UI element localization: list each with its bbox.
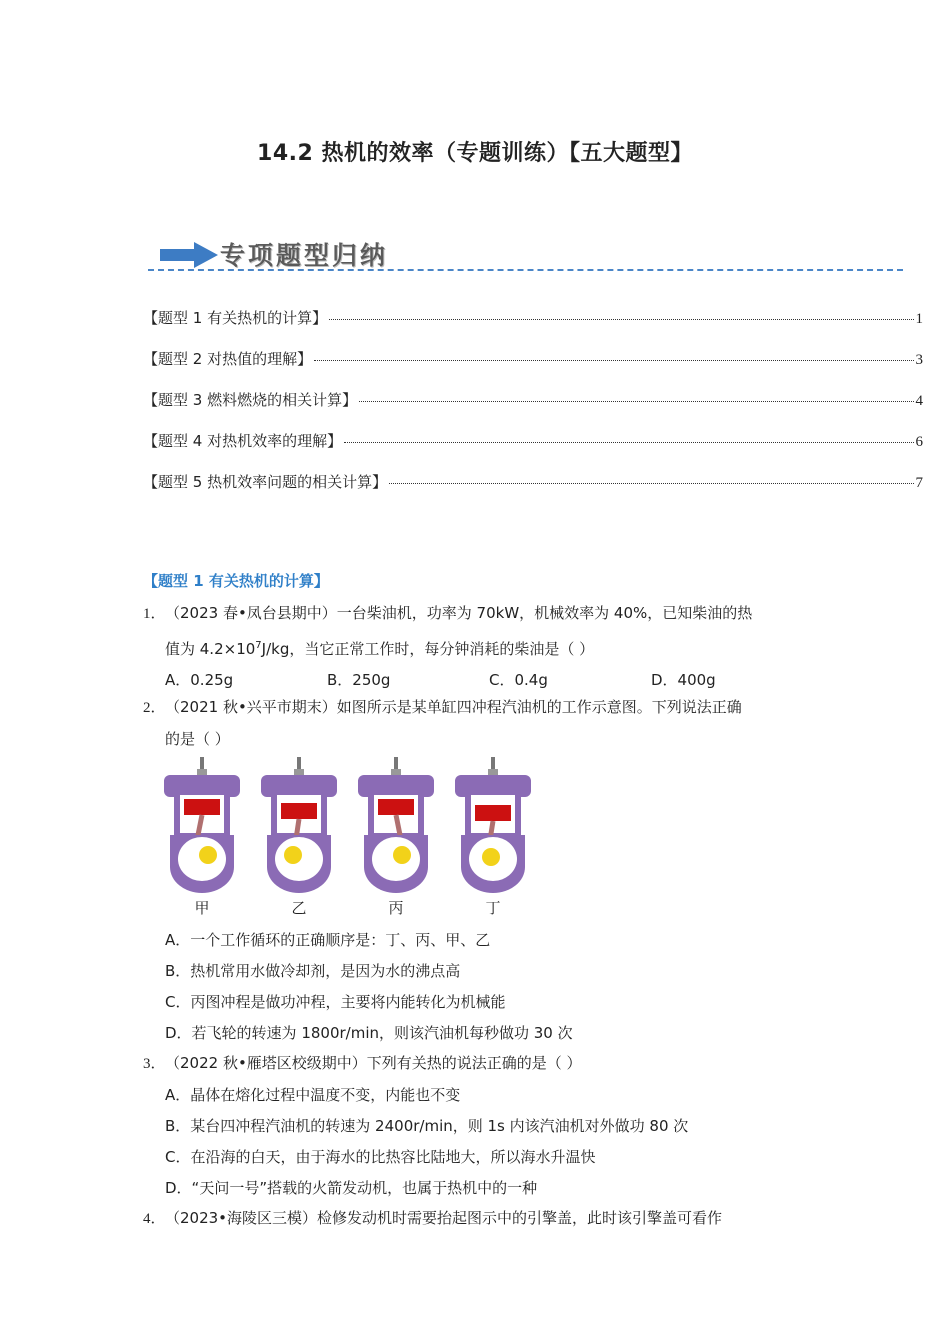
question-2 — [143, 692, 823, 755]
question-1 — [143, 598, 823, 696]
question-text: （2023 春•凤台县期中）一台柴油机，功率为 70kW，机械效率为 40%，已知柴油的热 — [165, 604, 753, 622]
toc-leader — [359, 401, 913, 402]
arrow-right-icon — [160, 242, 218, 268]
engine-diagram — [257, 755, 341, 895]
figure-label: 丙 — [388, 899, 404, 917]
question-3 — [143, 1048, 823, 1204]
superscript: 7 — [255, 640, 262, 651]
option-d[interactable]: D．400g — [651, 671, 716, 689]
toc-leader — [389, 483, 913, 484]
question-text: （2021 秋•兴平市期末）如图所示是某单缸四冲程汽油机的工作示意图。下列说法正确 — [165, 698, 742, 716]
question-number: 2． — [143, 700, 166, 716]
toc-item-label: 【题型 3 燃料燃烧的相关计算】 — [143, 391, 358, 409]
toc-item-page: 4 — [915, 393, 923, 409]
question-text: 的是（ ） — [165, 730, 230, 748]
section-banner — [148, 232, 903, 278]
toc-item-label: 【题型 2 对热值的理解】 — [143, 350, 313, 368]
banner-divider — [148, 269, 903, 271]
toc-leader — [344, 442, 913, 443]
option-b[interactable]: B．某台四冲程汽油机的转速为 2400r/min，则 1s 内该汽油机对外做功 80 次 — [165, 1117, 689, 1135]
section-heading: 【题型 1 有关热机的计算】 — [143, 572, 329, 590]
toc-item[interactable] — [143, 389, 923, 430]
option-d[interactable]: D．“天问一号”搭载的火箭发动机，也属于热机中的一种 — [165, 1179, 538, 1197]
option-c[interactable]: C．丙图冲程是做功冲程，主要将内能转化为机械能 — [165, 993, 506, 1011]
question-number: 4． — [143, 1211, 166, 1227]
option-a[interactable]: A．一个工作循环的正确顺序是：丁、丙、甲、乙 — [165, 931, 491, 949]
option-c[interactable]: C．0.4g — [489, 671, 548, 689]
option-c[interactable]: C．在沿海的白天，由于海水的比热容比陆地大，所以海水升温快 — [165, 1148, 596, 1166]
toc-leader — [329, 319, 913, 320]
figure-label: 甲 — [194, 899, 210, 917]
question-number: 1． — [143, 606, 166, 622]
toc-leader — [314, 360, 913, 361]
toc-item-page: 3 — [915, 352, 923, 368]
question-2-options — [143, 925, 823, 1049]
toc-item-page: 1 — [915, 311, 923, 327]
figure-label: 丁 — [485, 899, 501, 917]
question-text: （2023•海陵区三模）检修发动机时需要抬起图示中的引擎盖，此时该引擎盖可看作 — [165, 1209, 723, 1227]
question-text: （2022 秋•雁塔区校级期中）下列有关热的说法正确的是（ ） — [165, 1054, 582, 1072]
toc-item[interactable] — [143, 430, 923, 471]
engine-strokes-figure — [160, 755, 540, 925]
question-number: 3． — [143, 1056, 166, 1072]
toc-item[interactable] — [143, 307, 923, 348]
figure-label: 乙 — [291, 899, 307, 917]
question-text: 值为 4.2×10 — [165, 640, 256, 658]
toc-item-page: 6 — [915, 434, 923, 450]
option-b[interactable]: B．250g — [327, 671, 391, 689]
engine-diagram — [451, 755, 535, 895]
table-of-contents — [143, 307, 923, 512]
option-a[interactable]: A．晶体在熔化过程中温度不变，内能也不变 — [165, 1086, 461, 1104]
engine-diagram — [354, 755, 438, 895]
toc-item-label: 【题型 1 有关热机的计算】 — [143, 309, 328, 327]
option-d[interactable]: D．若飞轮的转速为 1800r/min，则该汽油机每秒做功 30 次 — [165, 1024, 573, 1042]
page-title: 14.2 热机的效率（专题训练）【五大题型】 — [257, 141, 693, 166]
toc-item[interactable] — [143, 348, 923, 389]
question-text: J/kg，当它正常工作时，每分钟消耗的柴油是（ ） — [261, 640, 595, 658]
option-a[interactable]: A．0.25g — [165, 671, 234, 689]
toc-item-page: 7 — [915, 475, 923, 491]
question-4 — [143, 1203, 823, 1235]
option-b[interactable]: B．热机常用水做冷却剂，是因为水的沸点高 — [165, 962, 461, 980]
toc-item-label: 【题型 5 热机效率问题的相关计算】 — [143, 473, 388, 491]
toc-item[interactable] — [143, 471, 923, 512]
banner-text: 专项题型归纳 — [220, 241, 389, 270]
toc-item-label: 【题型 4 对热机效率的理解】 — [143, 432, 343, 450]
engine-diagram — [160, 755, 244, 895]
